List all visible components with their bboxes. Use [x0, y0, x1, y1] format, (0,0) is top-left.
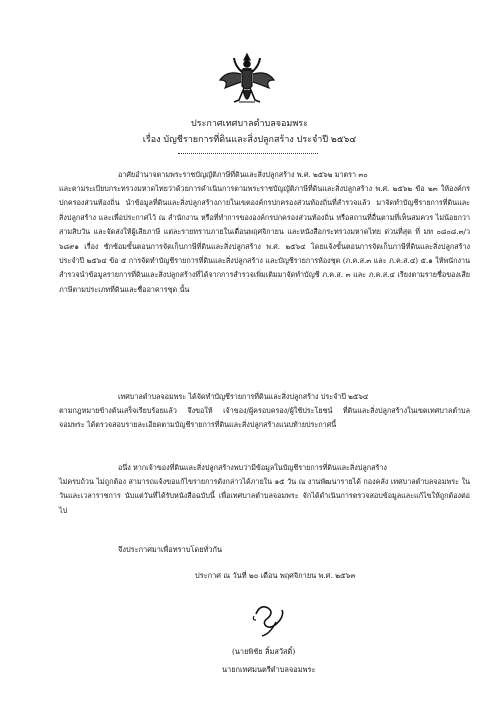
paragraph-3-first-line: อนึ่ง หากเจ้าของที่ดินและสิ่งปลูกสร้างพบว่ามีข้อมูลในบัญชีรายการที่ดินและสิ่งปลูกสร้าง	[118, 463, 387, 472]
paragraph-1-body: และตามระเบียบกระทรวงมหาดไทยว่าด้วยการดำเนินการตามพระราชบัญญัติภาษีที่ดินและสิ่งปลูกสร้าง พ.ศ. ๒๕๖๒ ข้อ ๒๓ ให้องค์กรปกครองส่วนท้องถิ่น นำข้อมูลที่ดินและสิ่งปลูกสร้างภายในเขตองค์กรปกครองส่วนท้องถิ่นที่สำรวจแล้ว มาจัดทำบัญชีรายการที่ดินและสิ่งปลูกสร้าง และเพื่อประกาศไว้ ณ สำนักงาน หรือที่ทำการขององค์กรปกครองส่วนท้องถิ่น หรือสถานที่อื่นตามที่เห็นสมควร ไม่น้อยกว่าสามสิบวัน และจัดส่งให้ผู้เสียภาษี แต่ละรายทราบภายในเดือนพฤศจิกายน และหนังสือกระทรวงมหาดไทย ด่วนที่สุด ที่ มท ๐๘๐๘.๓/ว ๖๘๙๑ เรื่อง ซักซ้อมขั้นตอนการจัดเก็บภาษีที่ดินและสิ่งปลูกสร้าง พ.ศ. ๒๕๖๔ โดยแจ้งขั้นตอนการจัดเก็บภาษีที่ดินและสิ่งปลูกสร้าง ประจำปี ๒๕๖๔ ข้อ ๕ การจัดทำบัญชีรายการที่ดินและสิ่งปลูกสร้าง และบัญชีรายการห้องชุด (ภ.ค.ส.๓ และ ภ.ค.ส.๔) ๕.๑ ให้พนักงานสำรวจนำข้อมูลรายการที่ดินและสิ่งปลูกสร้างที่ได้จากการสำรวจเพิ่มเติมมาจัดทำบัญชี ภ.ค.ส. ๓ และ ภ.ค.ส.๔ เรียงตามรายชื่อของเสียภาษีตามประเภทที่ดินและชื่ออาคารชุด นั้น	[59, 184, 470, 294]
signatory-position: นายกเทศมนตรีตำบลจอมพระ	[222, 665, 316, 674]
paragraph-3-body: ไม่ครบถ้วน ไม่ถูกต้อง สามารถแจ้งขอแก้ไขรายการดังกล่าวได้ภายใน ๑๕ วัน ณ งานพัฒนารายได้ กองคลัง เทศบาลตำบลจอมพระ ในวันและเวลาราชการ นับแต่วันที่ได้รับหนังสือฉบับนี้ เพื่อเทศบาลตำบลจอมพระ จักได้ดำเนินการตรวจสอบข้อมูลและแก้ไขให้ถูกต้องต่อไป	[59, 477, 470, 515]
title-divider	[178, 153, 318, 154]
paragraph-2-body: ตามกฎหมายข้างต้นเสร็จเรียบร้อยแล้ว จึงขอให้ เจ้าของ/ผู้ครอบครอง/ผู้ใช้ประโยชน์ ที่ดินและสิ่งปลูกสร้างในเขตเทศบาลตำบลจอมพระ ได้ตรวจสอบรายละเอียดตามบัญชีรายการที่ดินและสิ่งปลูกสร้างแนบท้ายประกาศนี้	[59, 406, 470, 430]
handwritten-signature-icon	[246, 600, 298, 638]
issuer-title: ประกาศเทศบาลตำบลจอมพระ	[191, 119, 308, 129]
paragraph-1-first-line: อาศัยอำนาจตามพระราชบัญญัติภาษีที่ดินและสิ่งปลูกสร้าง พ.ศ. ๒๕๖๒ มาตรา ๓๐	[118, 170, 368, 179]
garuda-emblem-icon	[217, 50, 277, 110]
announcement-date: ประกาศ ณ วันที่ ๒๐ เดือน พฤศจิกายน พ.ศ. ๒๕๖๓	[195, 571, 356, 580]
paragraph-2-first-line: เทศบาลตำบลจอมพระ ได้จัดทำบัญชีรายการที่ดินและสิ่งปลูกสร้าง ประจำปี ๒๕๖๔	[118, 392, 369, 401]
announcement-line: จึงประกาศมาเพื่อทราบโดยทั่วกัน	[118, 545, 223, 554]
signatory-name: (นายพิชัย ลิ้มสวัสดิ์)	[232, 647, 296, 656]
subject-title: เรื่อง บัญชีรายการที่ดินและสิ่งปลูกสร้าง ประจำปี ๒๕๖๔	[142, 135, 357, 145]
